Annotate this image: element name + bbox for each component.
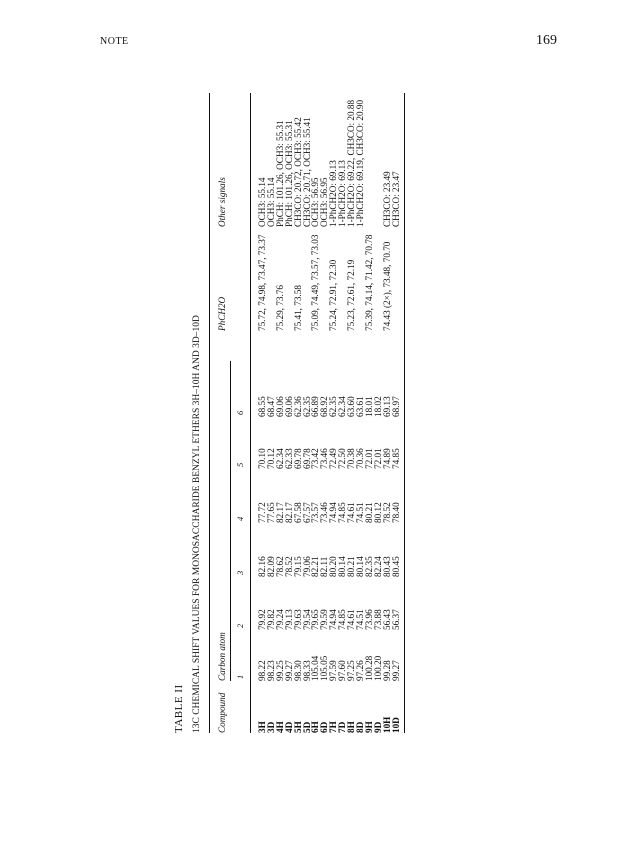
carbon-shift-cell: 72.01 bbox=[363, 448, 374, 469]
carbon-shift-cell: 79.63 bbox=[292, 609, 303, 630]
carbon-shift-cell: 69.06 bbox=[274, 396, 285, 417]
compound-cell: 3H bbox=[257, 721, 267, 733]
compound-cell: 9H bbox=[363, 721, 374, 733]
other-signals-cell: PhCH: 101.26, OCH3: 55.31 bbox=[283, 120, 294, 227]
carbon-shift-cell: 79.92 bbox=[257, 609, 267, 630]
table-row bbox=[392, 93, 401, 733]
carbon-shift-cell: 67.58 bbox=[292, 502, 303, 523]
carbon-shift-cell: 62.35 bbox=[328, 396, 339, 417]
carbon-shift-cell: 70.10 bbox=[257, 448, 267, 469]
carbon-shift-cell: 80.14 bbox=[337, 556, 348, 577]
compound-cell: 7H bbox=[328, 721, 339, 733]
carbon-shift-cell: 80.21 bbox=[346, 556, 356, 577]
carbon-shift-cell: 82.21 bbox=[310, 556, 321, 577]
carbon-shift-cell: 62.33 bbox=[283, 448, 294, 469]
header-rule bbox=[250, 93, 251, 733]
other-signals-cell: PhCH: 101.26, OCH3: 55.31 bbox=[274, 120, 285, 227]
carbon-shift-cell: 74.85 bbox=[337, 609, 348, 630]
compound-header: Compound bbox=[217, 692, 227, 733]
other-signals-cell: OCH3: 56.95 bbox=[310, 177, 321, 227]
phch2o-cell: 75.09, 74.49, 73.57, 73.03 bbox=[310, 234, 321, 331]
carbon-shift-cell: 79.59 bbox=[319, 609, 330, 630]
carbon-shift-cell: 79.15 bbox=[292, 556, 303, 577]
carbon-shift-cell: 74.89 bbox=[381, 448, 392, 469]
carbon-number: 1 bbox=[235, 674, 245, 679]
carbon-shift-cell: 72.49 bbox=[328, 448, 339, 469]
carbon-shift-cell: 67.57 bbox=[301, 502, 312, 523]
carbon-shift-cell: 69.78 bbox=[292, 448, 303, 469]
other-signals-cell: CH3CO: 23.47 bbox=[390, 171, 401, 227]
carbon-shift-cell: 78.40 bbox=[390, 502, 401, 523]
table-block bbox=[174, 93, 544, 733]
carbon-shift-cell: 74.61 bbox=[346, 502, 356, 523]
carbon-shift-cell: 74.51 bbox=[354, 502, 365, 523]
compound-cell: 7D bbox=[337, 721, 348, 733]
carbon-shift-cell: 73.96 bbox=[363, 609, 374, 630]
carbon-shift-cell: 68.97 bbox=[390, 396, 401, 417]
carbon-shift-cell: 79.24 bbox=[274, 609, 285, 630]
table-label: TABLE II bbox=[173, 684, 185, 733]
carbon-shift-cell: 82.35 bbox=[363, 556, 374, 577]
carbon-number: 3 bbox=[235, 570, 245, 575]
carbon-shift-cell: 63.61 bbox=[354, 396, 365, 417]
carbon-shift-cell: 56.43 bbox=[381, 609, 392, 630]
carbon-shift-cell: 97.60 bbox=[337, 660, 348, 681]
other-signals-cell: CH3CO: 23.49 bbox=[381, 171, 392, 227]
carbon-shift-cell: 62.35 bbox=[301, 396, 312, 417]
compound-cell: 10D bbox=[390, 717, 401, 733]
carbon-shift-cell: 80.21 bbox=[363, 502, 374, 523]
carbon-number: 2 bbox=[235, 623, 245, 628]
compound-cell: 9D bbox=[372, 721, 383, 733]
carbon-shift-cell: 97.25 bbox=[346, 660, 356, 681]
carbon-shift-cell: 79.82 bbox=[265, 609, 276, 630]
carbon-shift-cell: 73.42 bbox=[310, 448, 321, 469]
carbon-number: 6 bbox=[235, 410, 245, 415]
phch2o-cell: 75.29, 73.76 bbox=[274, 285, 285, 331]
other-signals-cell: 1-PhCH2O: 69.13 bbox=[337, 160, 348, 227]
carbon-shift-cell: 80.45 bbox=[390, 556, 401, 577]
phch2o-cell: 75.39, 74.14, 71.42, 70.78 bbox=[363, 234, 374, 331]
carbon-shift-cell: 82.16 bbox=[257, 556, 267, 577]
carbon-shift-cell: 78.52 bbox=[381, 502, 392, 523]
compound-cell: 4H bbox=[274, 721, 285, 733]
carbon-shift-cell: 79.65 bbox=[310, 609, 321, 630]
carbon-shift-cell: 69.13 bbox=[381, 396, 392, 417]
carbon-shift-cell: 18.01 bbox=[363, 396, 374, 417]
carbon-shift-cell: 72.50 bbox=[337, 448, 348, 469]
carbon-shift-cell: 70.38 bbox=[346, 448, 356, 469]
carbon-shift-cell: 74.94 bbox=[328, 502, 339, 523]
carbon-shift-cell: 72.01 bbox=[372, 448, 383, 469]
other-signals-cell: OCH3: 55.14 bbox=[265, 177, 276, 227]
compound-cell: 6D bbox=[319, 721, 330, 733]
carbon-atom-header: Carbon atom bbox=[217, 632, 227, 681]
top-rule bbox=[209, 93, 210, 733]
rotated-table-container bbox=[174, 93, 544, 733]
phch2o-cell: 75.23, 72.61, 72.19 bbox=[346, 259, 356, 331]
carbon-shift-cell: 68.55 bbox=[257, 396, 267, 417]
carbon-shift-cell: 80.43 bbox=[381, 556, 392, 577]
compound-cell: 5H bbox=[292, 721, 303, 733]
other-signals-cell: CH3CO: 20.71, OCH3: 55.41 bbox=[301, 117, 312, 227]
other-signals-cell: 1-PhCH2O: 69.22, CH3CO: 20.88 bbox=[346, 99, 356, 227]
carbon-shift-cell: 98.33 bbox=[301, 660, 312, 681]
carbon-shift-cell: 97.26 bbox=[354, 660, 365, 681]
carbon-shift-cell: 74.61 bbox=[346, 609, 356, 630]
phch2o-cell: 74.43 (2×), 73.48, 70.70 bbox=[381, 241, 392, 331]
carbon-shift-cell: 62.34 bbox=[274, 448, 285, 469]
carbon-shift-cell: 79.06 bbox=[301, 556, 312, 577]
compound-cell: 10H bbox=[381, 716, 392, 733]
carbon-shift-cell: 78.62 bbox=[274, 556, 285, 577]
carbon-shift-cell: 80.20 bbox=[328, 556, 339, 577]
carbon-atom-underline bbox=[230, 361, 231, 681]
phch2o-header: PhCH2O bbox=[217, 296, 227, 331]
carbon-shift-cell: 66.89 bbox=[310, 396, 321, 417]
compound-cell: 5D bbox=[301, 721, 312, 733]
carbon-shift-cell: 74.85 bbox=[390, 448, 401, 469]
carbon-shift-cell: 100.20 bbox=[372, 655, 383, 681]
carbon-shift-cell: 82.09 bbox=[265, 556, 276, 577]
carbon-number: 5 bbox=[235, 462, 245, 467]
carbon-shift-cell: 98.30 bbox=[292, 660, 303, 681]
carbon-shift-cell: 70.12 bbox=[265, 448, 276, 469]
carbon-shift-cell: 74.94 bbox=[328, 609, 339, 630]
carbon-shift-cell: 97.59 bbox=[328, 660, 339, 681]
compound-cell: 8D bbox=[354, 721, 365, 733]
carbon-shift-cell: 99.27 bbox=[390, 660, 401, 681]
other-signals-cell: 1-PhCH2O: 69.19, CH3CO: 20.90 bbox=[354, 99, 365, 227]
other-signals-cell: 1-PhCH2O: 69.13 bbox=[328, 160, 339, 227]
other-signals-cell: OCH3: 55.14 bbox=[257, 177, 267, 227]
carbon-shift-cell: 73.57 bbox=[310, 502, 321, 523]
table-caption: 13C CHEMICAL SHIFT VALUES FOR MONOSACCHARIDE BENZYL ETHERS 3H–10H AND 3D–10D bbox=[192, 315, 202, 733]
carbon-shift-cell: 99.25 bbox=[274, 660, 285, 681]
carbon-shift-cell: 100.28 bbox=[363, 655, 374, 681]
carbon-shift-cell: 105.04 bbox=[310, 655, 321, 681]
carbon-shift-cell: 77.72 bbox=[257, 502, 267, 523]
carbon-shift-cell: 69.06 bbox=[283, 396, 294, 417]
carbon-shift-cell: 73.46 bbox=[319, 448, 330, 469]
phch2o-cell: 75.72, 74.98, 73.47, 73.37 bbox=[257, 234, 267, 331]
carbon-shift-cell: 18.02 bbox=[372, 396, 383, 417]
compound-cell: 3D bbox=[265, 721, 276, 733]
carbon-shift-cell: 98.22 bbox=[257, 660, 267, 681]
other-signals-cell: CH3CO: 20.72, OCH3: 55.42 bbox=[292, 117, 303, 227]
carbon-shift-cell: 99.27 bbox=[283, 660, 294, 681]
compound-cell: 4D bbox=[283, 721, 294, 733]
carbon-shift-cell: 77.65 bbox=[265, 502, 276, 523]
carbon-shift-cell: 82.11 bbox=[319, 556, 330, 577]
compound-cell: 6H bbox=[310, 721, 321, 733]
carbon-shift-cell: 82.17 bbox=[274, 502, 285, 523]
carbon-shift-cell: 74.85 bbox=[337, 502, 348, 523]
other-signals-header: Other signals bbox=[217, 177, 227, 227]
bottom-rule bbox=[404, 93, 405, 733]
carbon-shift-cell: 56.37 bbox=[390, 609, 401, 630]
carbon-shift-cell: 73.46 bbox=[319, 502, 330, 523]
carbon-shift-cell: 62.36 bbox=[292, 396, 303, 417]
carbon-shift-cell: 62.34 bbox=[337, 396, 348, 417]
compound-cell: 8H bbox=[346, 721, 356, 733]
carbon-shift-cell: 63.60 bbox=[346, 396, 356, 417]
other-signals-cell: OCH3: 56.95 bbox=[319, 177, 330, 227]
carbon-shift-cell: 68.92 bbox=[319, 396, 330, 417]
carbon-shift-cell: 80.14 bbox=[354, 556, 365, 577]
carbon-shift-cell: 82.17 bbox=[283, 502, 294, 523]
carbon-shift-cell: 82.24 bbox=[372, 556, 383, 577]
carbon-shift-cell: 78.52 bbox=[283, 556, 294, 577]
carbon-number: 4 bbox=[235, 516, 245, 521]
carbon-shift-cell: 105.05 bbox=[319, 655, 330, 681]
carbon-shift-cell: 74.51 bbox=[354, 609, 365, 630]
carbon-shift-cell: 99.28 bbox=[381, 660, 392, 681]
phch2o-cell: 75.24, 72.91, 72.30 bbox=[328, 259, 339, 331]
carbon-shift-cell: 70.36 bbox=[354, 448, 365, 469]
carbon-shift-cell: 69.78 bbox=[301, 448, 312, 469]
carbon-shift-cell: 79.54 bbox=[301, 609, 312, 630]
carbon-shift-cell: 98.23 bbox=[265, 660, 276, 681]
carbon-shift-cell: 68.47 bbox=[265, 396, 276, 417]
carbon-shift-cell: 73.88 bbox=[372, 609, 383, 630]
running-head: NOTE bbox=[100, 36, 129, 47]
page-number: 169 bbox=[536, 33, 557, 48]
phch2o-cell: 75.41, 73.58 bbox=[292, 285, 303, 331]
carbon-shift-cell: 79.13 bbox=[283, 609, 294, 630]
carbon-shift-cell: 80.12 bbox=[372, 502, 383, 523]
